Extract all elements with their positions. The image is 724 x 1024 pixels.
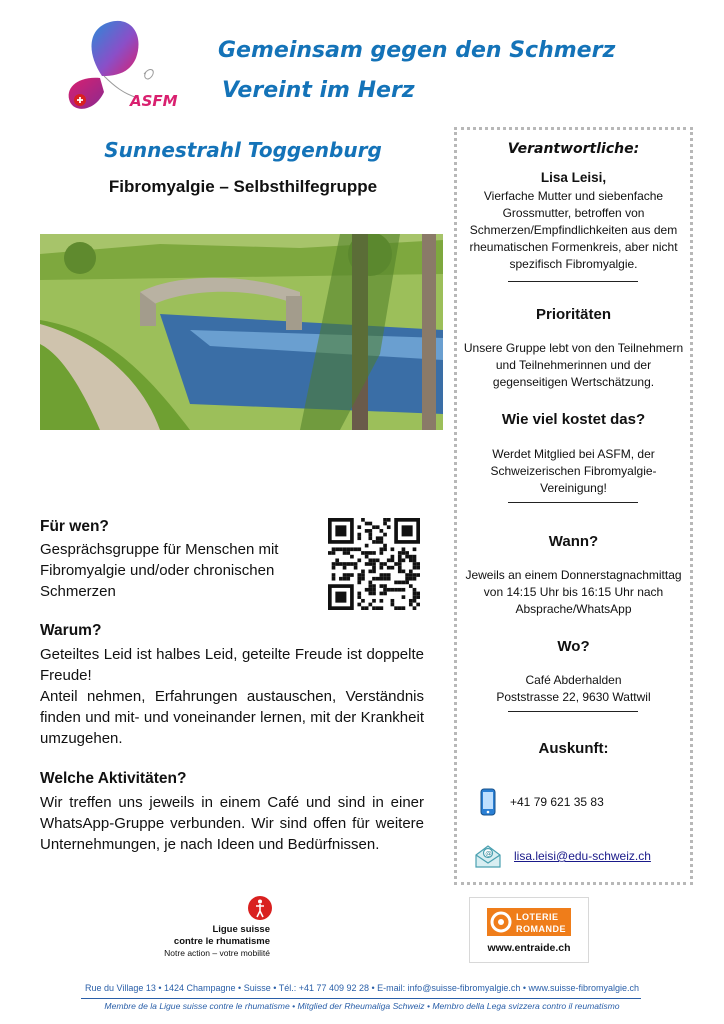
ligue-tagline: Notre action – votre mobilité xyxy=(164,948,270,958)
wann-text: Jeweils an einem Donnerstagnachmittag von 14:15 Uhr bis 16:15 Uhr nach Absprache/WhatsApp xyxy=(465,568,682,616)
qr-code-icon[interactable] xyxy=(328,518,420,610)
wo-address xyxy=(460,672,687,706)
asfm-logo xyxy=(58,18,178,116)
footer-divider xyxy=(81,998,641,999)
slogan-line-1: Gemeinsam gegen den Schmerz xyxy=(218,38,616,63)
ligue-name-line-2: contre le rhumatisme xyxy=(173,936,270,947)
section-heading-warum: Warum? xyxy=(40,622,102,639)
prioritaeten-text: Unsere Gruppe lebt von den Teilnehmern und Teilnehmerinnen und der gegenseitigen Wertschätzung. xyxy=(463,341,684,389)
svg-text:@: @ xyxy=(485,849,492,858)
auskunft-heading: Auskunft: xyxy=(538,740,609,757)
section-text-fuer-wen: Gesprächsgruppe für Menschen mit Fibromyalgie und/oder chronischen Schmerzen xyxy=(40,541,279,600)
footer-membership: Membre de la Ligue suisse contre le rhumatisme • Mitglied der Rheumaliga Schweiz • Membro della Lega svizzera contro il reumatismo xyxy=(104,1001,620,1011)
section-text-warum-2: Anteil nehmen, Erfahrungen austauschen, Verständnis finden und mit- und voneinander lernen, mit der Krankheit umzugehen. xyxy=(40,688,424,747)
divider xyxy=(508,281,638,282)
phone-number[interactable]: +41 79 621 35 83 xyxy=(510,795,604,809)
wo-heading: Wo? xyxy=(557,638,590,655)
bridge-river-photo xyxy=(40,234,443,430)
person-description: Vierfache Mutter und siebenfache Grossmutter, betroffen von Schmerzen/Empfindlichkeiten aus dem rheumatischen Formenkreis, aber nicht spezifisch Fibromyalgie. xyxy=(469,189,678,271)
footer-address: Rue du Village 13 • 1424 Champagne • Suisse • Tél.: +41 77 409 92 28 • E-mail: info@suisse-fibromyalgie.ch • www.suisse-fibromyalgie.ch xyxy=(84,983,640,993)
person-name: Lisa Leisi, xyxy=(540,170,607,185)
ligue-name xyxy=(168,924,270,948)
qr-code-graphic xyxy=(328,518,420,610)
group-name-title: Sunnestrahl Toggenburg xyxy=(104,138,382,162)
loterie-line-1: LOTERIE xyxy=(516,912,559,922)
wo-line-1: Café Abderhalden xyxy=(525,673,622,687)
loterie-symbol-icon xyxy=(487,908,515,936)
ligue-name-line-1: Ligue suisse xyxy=(212,924,270,935)
verantwortliche-heading: Verantwortliche: xyxy=(507,141,640,157)
loterie-line-2: ROMANDE xyxy=(516,924,566,934)
svg-text:ASFM: ASFM xyxy=(130,92,178,110)
smartphone-icon xyxy=(480,788,496,816)
wo-line-2: Poststrasse 22, 9630 Wattwil xyxy=(496,690,651,704)
loterie-website: www.entraide.ch xyxy=(487,942,571,954)
slogan-line-2: Vereint im Herz xyxy=(222,78,415,103)
prioritaeten-heading: Prioritäten xyxy=(535,306,611,323)
group-subtitle: Fibromyalgie – Selbsthilfegruppe xyxy=(108,177,378,196)
section-text-warum-1: Geteiltes Leid ist halbes Leid, geteilte Freude ist doppelte Freude! xyxy=(40,646,424,684)
ligue-rheuma-logo-icon xyxy=(248,896,272,920)
kosten-text: Werdet Mitglied bei ASFM, der Schweizerischen Fibromyalgie-Vereinigung! xyxy=(490,447,657,495)
divider xyxy=(508,502,638,503)
kosten-heading: Wie viel kostet das? xyxy=(501,411,646,428)
section-heading-aktivitaeten: Welche Aktivitäten? xyxy=(40,770,187,787)
wann-heading: Wann? xyxy=(548,533,599,550)
butterfly-logo-icon xyxy=(58,18,178,116)
envelope-at-icon xyxy=(474,843,502,869)
divider xyxy=(508,711,638,712)
section-text-aktivitaeten: Wir treffen uns jeweils in einem Café und sind in einer WhatsApp-Gruppe verbunden. Wir sind offen für weitere Unternehmungen, je nach Ideen und Bedürfnissen. xyxy=(40,794,424,853)
email-link[interactable]: lisa.leisi@edu-schweiz.ch xyxy=(514,849,651,863)
photo-scene xyxy=(40,234,443,430)
section-heading-fuer-wen: Für wen? xyxy=(40,518,109,535)
